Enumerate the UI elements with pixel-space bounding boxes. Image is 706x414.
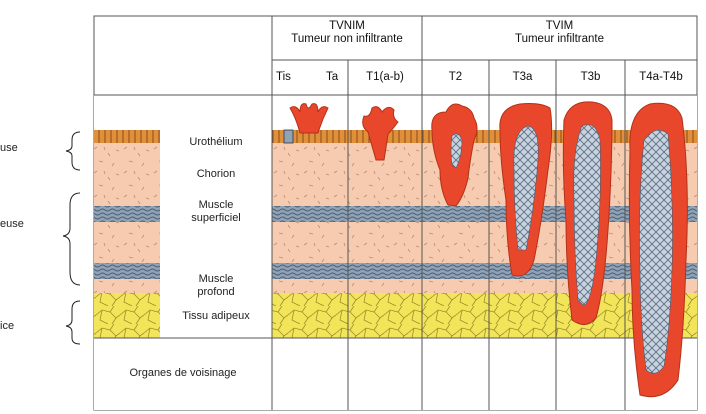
stage-ta: Ta <box>326 71 339 83</box>
side-label-middle: euse <box>0 218 24 230</box>
tvnim-name: Tumeur non infiltrante <box>291 33 403 45</box>
tvim-code: TVIM <box>545 20 574 32</box>
label-muscle-superficial <box>160 199 272 225</box>
stage-t1: T1(a-b) <box>366 71 404 83</box>
tvim-name: Tumeur infiltrante <box>514 33 605 45</box>
stage-t3a: T3a <box>512 71 533 83</box>
brace-bottom <box>66 301 80 344</box>
label-organes: Organes de voisinage <box>129 367 237 379</box>
stage-t3b: T3b <box>580 71 601 83</box>
label-muscle-prof-line1: Muscle <box>198 273 234 285</box>
tis-lesion <box>284 130 293 143</box>
label-muscle-deep <box>160 273 272 299</box>
label-muscle-prof-line2: profond <box>197 286 235 298</box>
label-muscle-sup-line1: Muscle <box>198 199 234 211</box>
label-urothelium: Urothélium <box>189 136 243 148</box>
label-muscle-sup-line2: superficiel <box>191 212 241 224</box>
group-tvim <box>422 20 697 46</box>
side-label-bottom: ice <box>0 320 15 332</box>
t4-tumor <box>629 103 687 396</box>
label-tissu-adipeux: Tissu adipeux <box>182 310 250 322</box>
stage-t4: T4a-T4b <box>639 71 683 83</box>
stage-tis: Tis <box>276 71 291 83</box>
brace-top <box>66 132 80 170</box>
brace-middle <box>63 193 80 285</box>
side-label-top: use <box>0 142 18 154</box>
group-tvnim <box>272 20 422 46</box>
label-chorion: Chorion <box>196 168 236 180</box>
stage-t2: T2 <box>448 71 463 83</box>
tvnim-code: TVNIM <box>329 20 365 32</box>
